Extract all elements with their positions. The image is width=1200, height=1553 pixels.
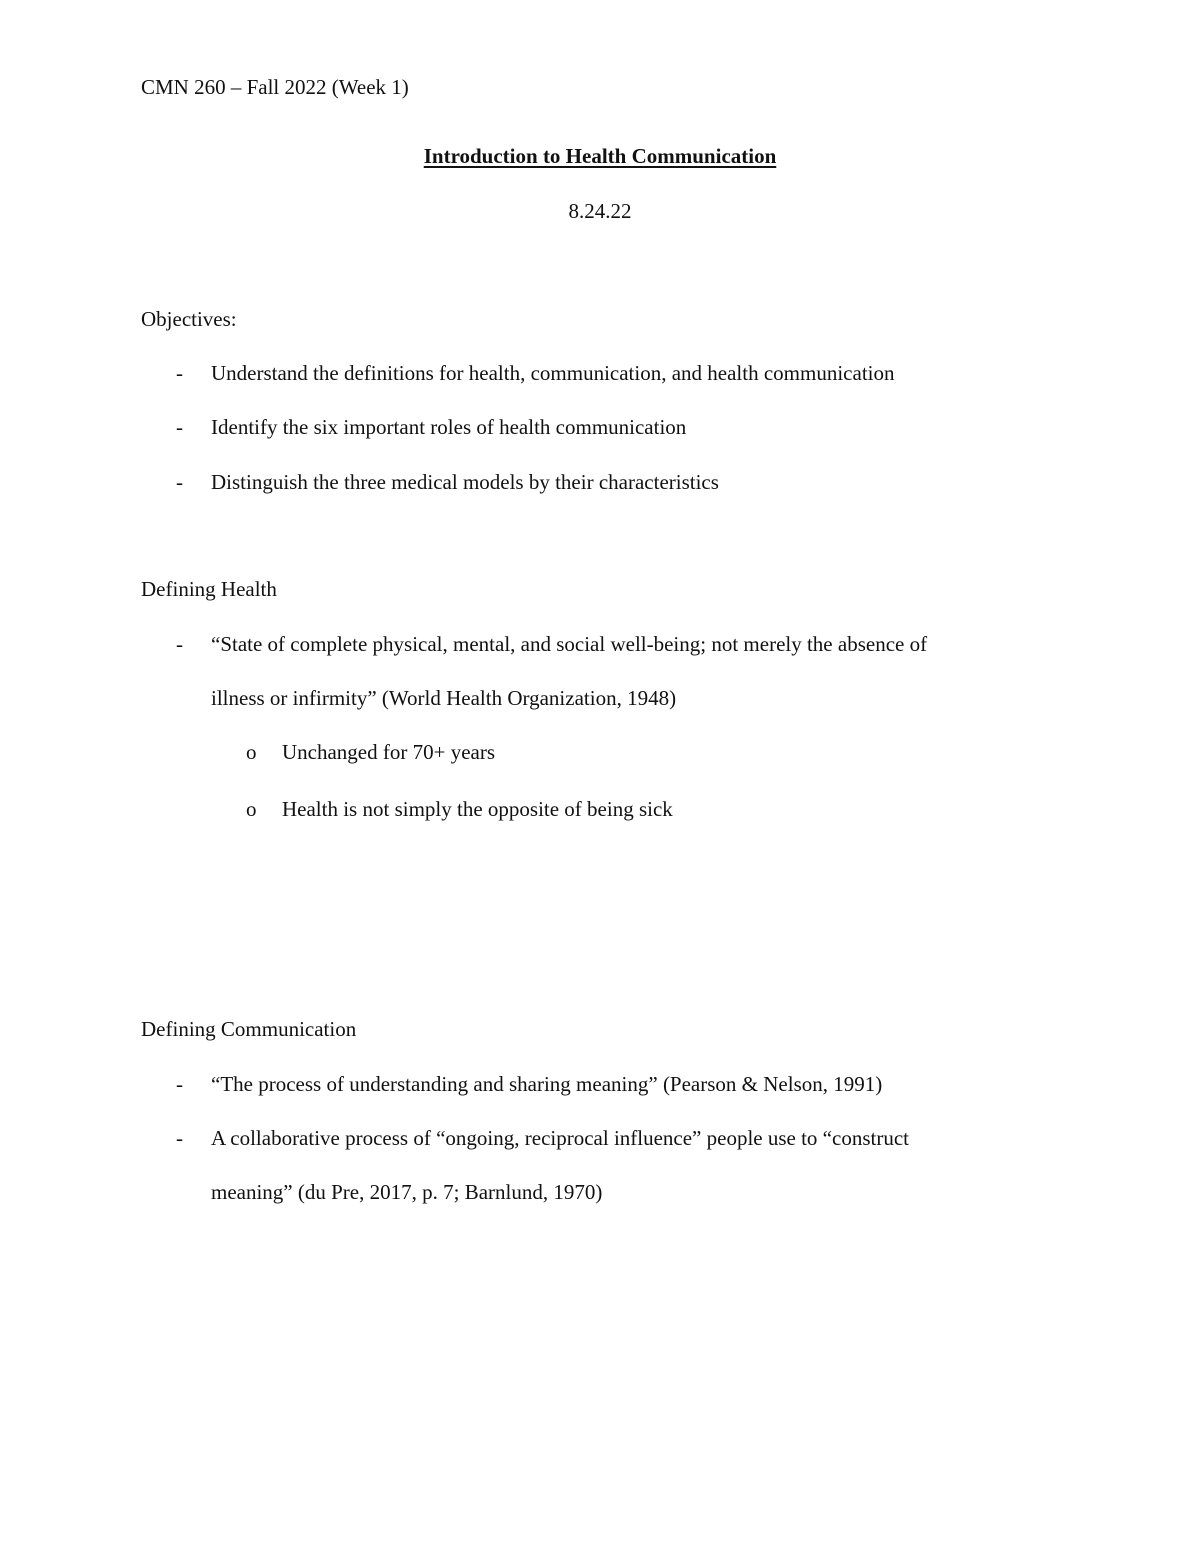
objective-text: Identify the six important roles of health communication: [211, 415, 687, 439]
document-date: 8.24.22: [568, 199, 632, 223]
circle-bullet-marker: o: [246, 740, 257, 764]
dash-marker: -: [176, 1126, 183, 1150]
health-subpoint-text: Health is not simply the opposite of being sick: [282, 797, 673, 821]
course-header: CMN 260 – Fall 2022 (Week 1): [141, 75, 409, 99]
communication-heading: Defining Communication: [141, 1017, 357, 1041]
document-title: Introduction to Health Communication: [423, 144, 777, 168]
communication-definition-1: “The process of understanding and sharing meaning” (Pearson & Nelson, 1991): [211, 1072, 883, 1096]
health-definition-line-2: illness or infirmity” (World Health Organization, 1948): [211, 686, 677, 710]
health-heading: Defining Health: [141, 577, 277, 601]
dash-marker: -: [176, 361, 183, 385]
health-definition-line-1: “State of complete physical, mental, and social well-being; not merely the absence of: [211, 632, 928, 656]
dash-marker: -: [176, 415, 183, 439]
objectives-heading: Objectives:: [141, 307, 237, 331]
dash-marker: -: [176, 1072, 183, 1096]
dash-marker: -: [176, 470, 183, 494]
objective-text: Distinguish the three medical models by their characteristics: [211, 470, 719, 494]
health-subpoint-text: Unchanged for 70+ years: [282, 740, 496, 764]
communication-definition-2-line-1: A collaborative process of “ongoing, reciprocal influence” people use to “construct: [211, 1126, 909, 1150]
dash-marker: -: [176, 632, 183, 656]
circle-bullet-marker: o: [246, 797, 257, 821]
communication-definition-2-line-2: meaning” (du Pre, 2017, p. 7; Barnlund, 1970): [211, 1180, 603, 1204]
objective-text: Understand the definitions for health, communication, and health communication: [211, 361, 895, 385]
